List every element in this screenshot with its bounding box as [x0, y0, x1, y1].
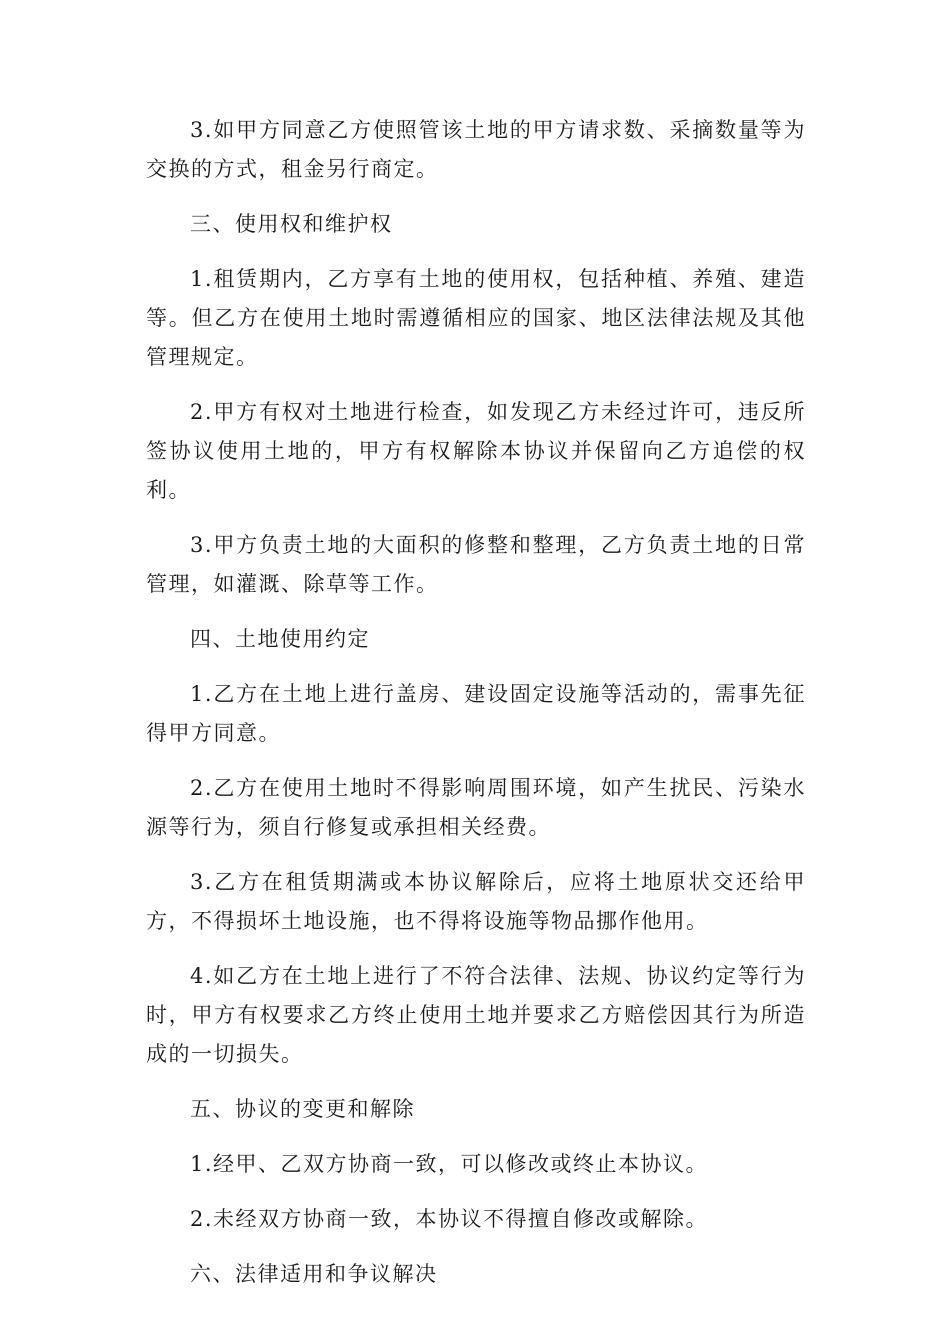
section-heading-4: 四、土地使用约定: [190, 627, 370, 651]
clause-4-4: 4.如乙方在土地上进行了不符合法律、法规、协议约定等行为时，甲方有权要求乙方终止使用土地并要求乙方赔偿因其行为所造成的一切损失。: [146, 964, 806, 1066]
clause-5-1: 1.经甲、乙双方协商一致，可以修改或终止本协议。: [190, 1152, 709, 1176]
clause-5-2: 2.未经双方协商一致，本协议不得擅自修改或解除。: [190, 1207, 709, 1231]
clause-3-2: 2.甲方有权对土地进行检查，如发现乙方未经过许可，违反所签协议使用土地的，甲方有权解除本协议并保留向乙方追偿的权利。: [146, 400, 806, 502]
clause-4-1: 1.乙方在土地上进行盖房、建设固定设施等活动的，需事先征得甲方同意。: [146, 682, 806, 745]
clause-2-3: 3.如甲方同意乙方使照管该土地的甲方请求数、采摘数量等为交换的方式，租金另行商定。: [146, 118, 806, 181]
clause-3-3: 3.甲方负责土地的大面积的修整和整理，乙方负责土地的日常管理，如灌溉、除草等工作。: [146, 533, 806, 596]
clause-4-2: 2.乙方在使用土地时不得影响周围环境，如产生扰民、污染水源等行为，须自行修复或承担相关经费。: [146, 776, 806, 839]
section-heading-3: 三、使用权和维护权: [190, 212, 393, 236]
document-body: [146, 111, 806, 1310]
clause-4-3: 3.乙方在租赁期满或本协议解除后，应将土地原状交还给甲方，不得损坏土地设施，也不得将设施等物品挪作他用。: [146, 870, 806, 933]
clause-3-1: 1.租赁期内，乙方享有土地的使用权，包括种植、养殖、建造等。但乙方在使用土地时需遵循相应的国家、地区法律法规及其他管理规定。: [146, 267, 806, 369]
section-heading-5: 五、协议的变更和解除: [190, 1097, 415, 1121]
section-heading-6: 六、法律适用和争议解决: [190, 1262, 438, 1286]
